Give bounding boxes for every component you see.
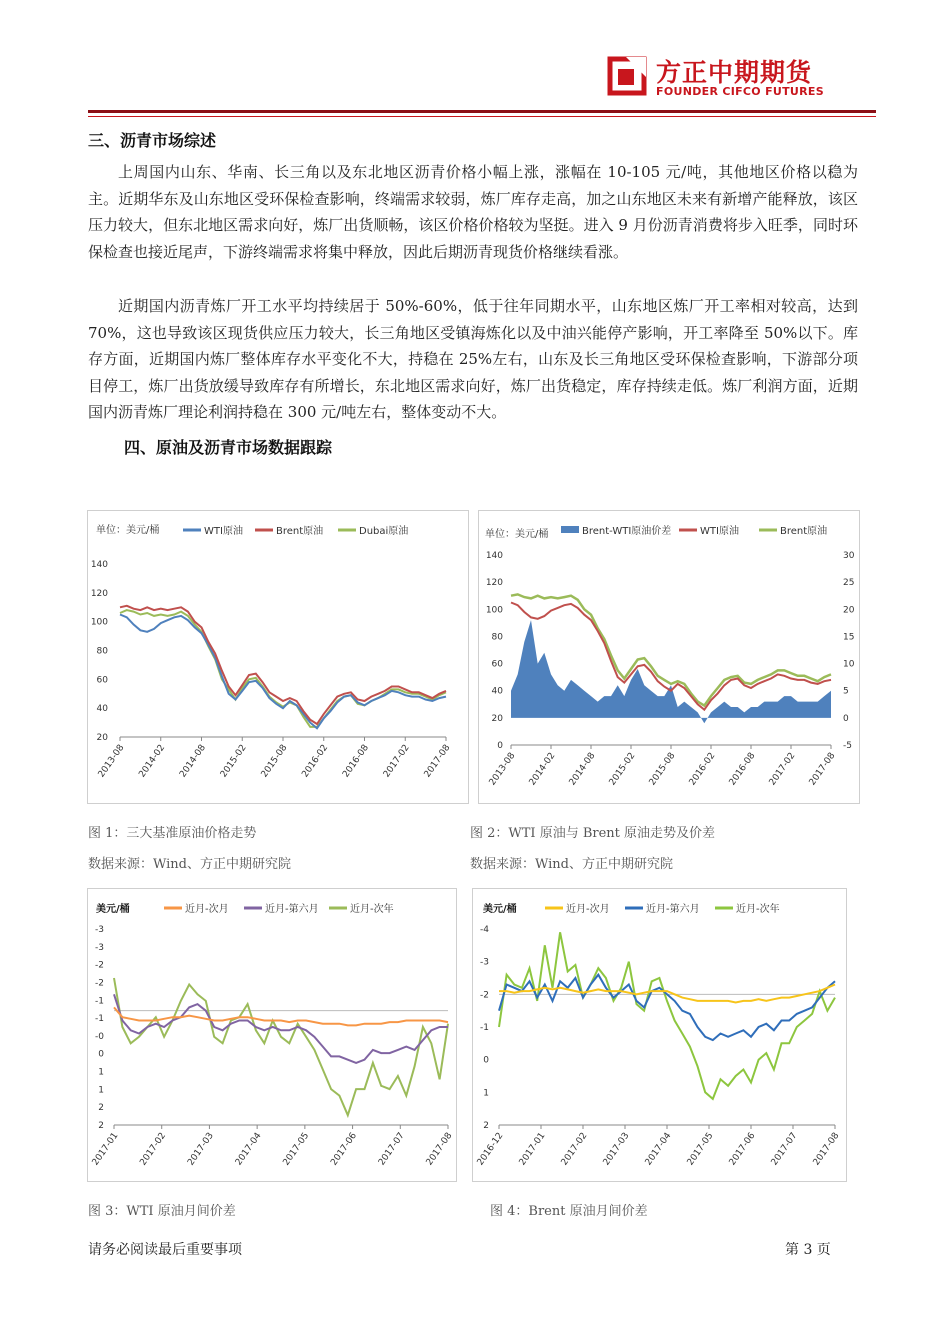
y-tick-label: 30 bbox=[843, 551, 855, 561]
section-4-title: 四、原油及沥青市场数据跟踪 bbox=[124, 438, 333, 457]
logo-english-name: FOUNDER CIFCO FUTURES bbox=[656, 85, 824, 98]
y-tick-label: 2 bbox=[98, 1103, 104, 1114]
legend-label: 近月-次年 bbox=[736, 904, 780, 915]
legend-label: Brent原油 bbox=[780, 526, 828, 537]
y-tick-label: -3 bbox=[95, 942, 104, 953]
y-tick-label: 40 bbox=[491, 686, 503, 697]
legend-label: Brent原油 bbox=[276, 526, 324, 537]
y-tick-label: 0 bbox=[497, 741, 503, 751]
legend-label: 近月-次年 bbox=[350, 904, 394, 915]
y-tick-label: 25 bbox=[843, 578, 855, 589]
y-tick-label: 1 bbox=[483, 1088, 489, 1099]
chart-4-brent-spreads bbox=[472, 888, 847, 1182]
x-tick-label: 2017-01 bbox=[517, 1130, 548, 1168]
y-tick-label: 80 bbox=[96, 646, 108, 657]
y-tick-label: 20 bbox=[96, 733, 108, 743]
x-tick-label: 2017-02 bbox=[381, 742, 412, 780]
legend-label: 近月-次月 bbox=[566, 904, 610, 915]
legend-label: 近月-次月 bbox=[185, 904, 229, 915]
section-3-paragraph-1: 上周国内山东、华南、长三角以及东北地区沥青价格小幅上涨，涨幅在 10-105 元/吨，其他地区价格以稳为主。近期华东及山东地区受环保检查影响，终端需求较弱，炼厂库存走高，加之山东地区未来有新增产能释放，该区压力较大，但东北地区需求向好，炼厂出货顺畅，该区价格价格较为坚挺。进入 9 月份沥青消费将步入旺季，同时环保检查也接近尾声，下游终端需求将集中释放，因此后期沥青现货价格继续看涨。 bbox=[88, 163, 858, 261]
x-tick-label: 2013-08 bbox=[487, 750, 518, 788]
y-tick-label: 1 bbox=[98, 1085, 104, 1096]
x-tick-label: 2015-02 bbox=[218, 742, 249, 780]
figure-2-source: 数据来源：Wind、方正中期研究院 bbox=[470, 857, 673, 872]
x-tick-label: 2017-08 bbox=[807, 750, 838, 788]
y-tick-label: 0 bbox=[483, 1055, 489, 1066]
x-tick-label: 2017-03 bbox=[601, 1130, 632, 1168]
x-tick-label: 2017-07 bbox=[769, 1130, 800, 1168]
y-tick-label: 120 bbox=[90, 588, 108, 599]
y-tick-label: -2 bbox=[95, 978, 104, 989]
figure-3-caption: 图 3：WTI 原油月间价差 bbox=[88, 1204, 236, 1219]
x-tick-label: 2015-08 bbox=[259, 742, 290, 780]
y-tick-label: 40 bbox=[96, 704, 108, 715]
y-tick-label: 140 bbox=[90, 560, 108, 570]
founder-logo-icon bbox=[606, 55, 648, 97]
y-tick-label: 0 bbox=[98, 1049, 104, 1060]
series-line-near-year bbox=[499, 932, 835, 1099]
y-tick-label: 10 bbox=[843, 659, 855, 670]
header-divider-thin bbox=[88, 116, 876, 117]
legend-label: Brent-WTI原油价差 bbox=[582, 526, 672, 537]
y-tick-label: 100 bbox=[485, 605, 503, 616]
y-tick-label: 1 bbox=[98, 1067, 104, 1078]
chart-1-svg bbox=[88, 511, 468, 803]
header-divider bbox=[88, 110, 876, 113]
chart-2-wti-brent-spread bbox=[478, 510, 860, 804]
x-tick-label: 2016-02 bbox=[300, 742, 331, 780]
legend-label: 近月-第六月 bbox=[646, 904, 700, 915]
x-tick-label: 2017-07 bbox=[376, 1130, 407, 1168]
series-line-near-sixth bbox=[114, 994, 448, 1063]
footer-page-number: 第 3 页 bbox=[785, 1242, 831, 1258]
series-line-near-year bbox=[114, 978, 448, 1115]
y-tick-label: 60 bbox=[491, 659, 503, 670]
y-tick-label: 2 bbox=[483, 1121, 489, 1131]
y-tick-label: -0 bbox=[95, 1031, 104, 1042]
x-tick-label: 2016-08 bbox=[341, 742, 371, 780]
legend-label: WTI原油 bbox=[204, 526, 243, 537]
unit-label: 单位：美元/桶 bbox=[96, 525, 160, 536]
x-tick-label: 2016-12 bbox=[475, 1130, 506, 1168]
company-logo bbox=[606, 55, 836, 101]
y-tick-label: 20 bbox=[491, 713, 503, 724]
y-tick-label: -1 bbox=[480, 1023, 489, 1033]
y-tick-label: 80 bbox=[491, 632, 503, 643]
y-tick-label: -2 bbox=[480, 990, 489, 1001]
x-tick-label: 2015-02 bbox=[607, 750, 638, 788]
x-tick-label: 2017-08 bbox=[424, 1130, 455, 1168]
chart-4-svg bbox=[473, 889, 846, 1181]
x-tick-label: 2017-02 bbox=[559, 1130, 590, 1168]
y-tick-label: 20 bbox=[843, 605, 855, 616]
y-tick-label: 5 bbox=[843, 686, 849, 697]
chart-1-benchmark-crude bbox=[87, 510, 469, 804]
spread-area bbox=[511, 620, 831, 723]
x-tick-label: 2017-05 bbox=[685, 1130, 716, 1168]
figure-4-caption: 图 4：Brent 原油月间价差 bbox=[490, 1204, 648, 1219]
series-line-near-next bbox=[114, 1007, 448, 1025]
chart-3-svg bbox=[88, 889, 456, 1181]
x-tick-label: 2014-02 bbox=[527, 750, 558, 788]
unit-label: 美元/桶 bbox=[483, 904, 517, 915]
x-tick-label: 2013-08 bbox=[96, 742, 127, 780]
logo-chinese-name: 方正中期期货 bbox=[656, 58, 813, 87]
x-tick-label: 2017-01 bbox=[90, 1130, 121, 1168]
x-tick-label: 2017-05 bbox=[281, 1130, 312, 1168]
x-tick-label: 2017-08 bbox=[811, 1130, 842, 1168]
x-tick-label: 2017-06 bbox=[329, 1130, 360, 1168]
y-tick-label: 60 bbox=[96, 675, 108, 686]
x-tick-label: 2017-08 bbox=[422, 742, 453, 780]
y-tick-label: 15 bbox=[843, 632, 855, 643]
y-tick-label: 120 bbox=[485, 578, 503, 589]
x-tick-label: 2014-08 bbox=[178, 742, 208, 780]
y-tick-label: -1 bbox=[95, 1014, 104, 1025]
x-tick-label: 2014-02 bbox=[137, 742, 168, 780]
x-tick-label: 2017-03 bbox=[186, 1130, 216, 1168]
unit-label: 单位：美元/桶 bbox=[485, 529, 549, 540]
section-3-title: 三、沥青市场综述 bbox=[88, 131, 217, 150]
y-tick-label: 140 bbox=[485, 551, 503, 561]
legend-label: Dubai原油 bbox=[359, 526, 409, 537]
y-tick-label: 0 bbox=[843, 713, 849, 724]
figure-1-caption: 图 1：三大基准原油价格走势 bbox=[88, 826, 257, 841]
series-line-wti bbox=[120, 615, 446, 729]
y-tick-label: 100 bbox=[90, 617, 108, 628]
footer-notice: 请务必阅读最后重要事项 bbox=[88, 1242, 242, 1258]
figure-1-source: 数据来源：Wind、方正中期研究院 bbox=[88, 857, 291, 872]
chart-3-wti-spreads bbox=[87, 888, 457, 1182]
y-tick-label: -4 bbox=[480, 925, 489, 935]
x-tick-label: 2017-02 bbox=[138, 1130, 169, 1168]
legend-label: 近月-第六月 bbox=[265, 904, 319, 915]
x-tick-label: 2015-08 bbox=[647, 750, 678, 788]
legend-swatch bbox=[561, 526, 579, 533]
figure-2-caption: 图 2：WTI 原油与 Brent 原油走势及价差 bbox=[470, 826, 716, 841]
x-tick-label: 2017-04 bbox=[233, 1130, 264, 1168]
y-tick-label: -2 bbox=[95, 960, 104, 971]
x-tick-label: 2017-06 bbox=[727, 1130, 758, 1168]
x-tick-label: 2017-04 bbox=[643, 1130, 674, 1168]
unit-label: 美元/桶 bbox=[96, 904, 130, 915]
y-tick-label: -3 bbox=[480, 957, 489, 968]
y-tick-label: -5 bbox=[843, 741, 852, 751]
legend-label: WTI原油 bbox=[700, 526, 739, 537]
section-3-paragraph-2: 近期国内沥青炼厂开工水平均持续居于 50%-60%，低于往年同期水平，山东地区炼厂开工率相对较高，达到 70%，这也导致该区现货供应压力较大，长三角地区受镇海炼化以及中油兴能停产影响，开工率降至 50%以下。库存方面，近期国内炼厂整体库存水平变化不大，持稳在 25%左右，山东及长三角地区受环保检查影响，下游部分项目停工，炼厂出货放缓导致库存有所增长，东北地区需求向好，炼厂出货稳定，库存持续走低。炼厂利润方面，近期国内沥青炼厂理论利润持稳在 300 元/吨左右，整体变动不大。 bbox=[88, 297, 858, 421]
chart-2-svg bbox=[479, 511, 859, 803]
x-tick-label: 2016-02 bbox=[687, 750, 718, 788]
y-tick-label: 2 bbox=[98, 1121, 104, 1131]
y-tick-label: -1 bbox=[95, 996, 104, 1007]
x-tick-label: 2017-02 bbox=[767, 750, 798, 788]
y-tick-label: -3 bbox=[95, 925, 104, 935]
x-tick-label: 2014-08 bbox=[567, 750, 598, 788]
x-tick-label: 2016-08 bbox=[727, 750, 758, 788]
series-line-near-sixth bbox=[499, 975, 835, 1040]
